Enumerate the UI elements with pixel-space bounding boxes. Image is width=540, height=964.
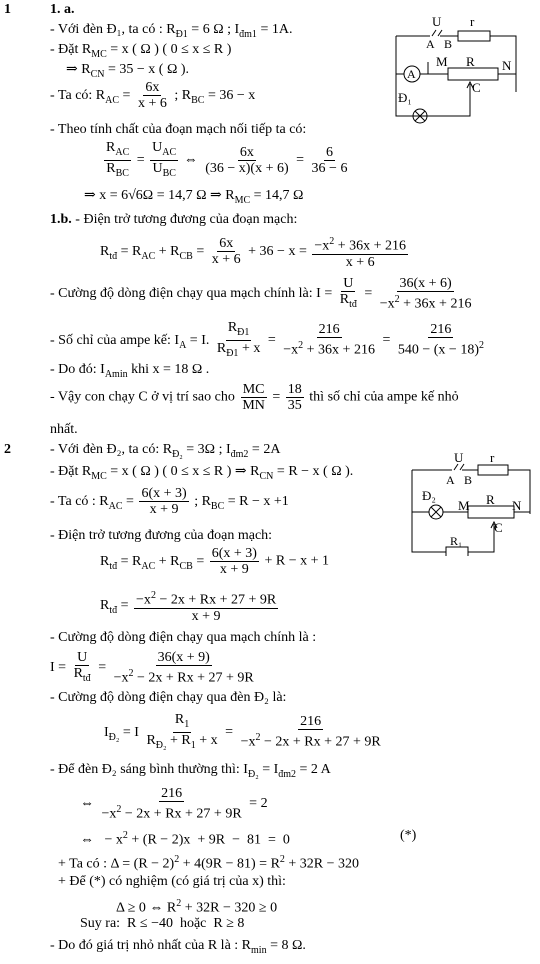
p2-line12: ⇔ $\frac{216}{-x^2 - 2x + Rx + 27 + 9R}$ = 2 — [80, 786, 268, 822]
circuit-diagram-1 — [388, 12, 528, 128]
c2-R-label: R — [486, 492, 495, 507]
p2-line4: - Điện trở tương đương của đoạn mạch: — [50, 528, 273, 543]
p2-line9: - Cường độ dòng điện chạy qua đèn Đ₂ là: — [50, 690, 287, 705]
p2-line6: $R_{tđ}$ = $\frac{-x^2 - 2x + Rx + 27 + 9R}{x + 9}$ — [100, 590, 277, 624]
c1-ammeter-label: A — [407, 67, 416, 81]
p2-line8: I = $\frac{U}{R_{tđ}}$ = $\frac{36(x + 9)}{-x^2 - 2x + Rx + 27 + 9R}$ — [50, 650, 254, 686]
c2-U-label: U — [454, 450, 464, 465]
p2-line2: - Đặt $R_{MC} = x$ ( Ω ) ( 0 ≤ x ≤ R ) ⇒ $R_{CN} = R - x$ ( Ω ). — [50, 464, 354, 482]
problem-1-number: 1 — [4, 2, 11, 17]
c1-A-label: A — [426, 37, 435, 51]
c2-A-label: A — [446, 473, 455, 487]
p2-line14: + Ta có : $\Delta = (R - 2)^2 + 4(9R - 81) = R^2 + 32R - 320$ — [58, 854, 360, 872]
c1-r-label: r — [470, 14, 475, 29]
p1-equiv-resistance: $R_{tđ} = R_{AC} + R_{CB}$ = $\frac{6x}{x + 6}$ + 36 − x = $\frac{-x^2 + 36x + 216}{x + 6}$ — [100, 236, 407, 270]
c1-M-label: M — [436, 54, 448, 69]
p2-line13-tag: (*) — [400, 828, 417, 843]
p2-line13: ⇔ − $x^2 + (R - 2)x + 9R - 81 = 0$ — [80, 830, 290, 848]
c1-R-label: R — [466, 54, 475, 69]
c2-R1-label: R₁ — [450, 534, 463, 548]
p1-line4: - Ta có: $R_{AC}$ = $\frac{6x}{x + 6}$ ; $R_{BC} = 36 - x$ — [50, 80, 256, 111]
p2-line11: - Để đèn Đ₂ sáng bình thường thì: $I_{Đ_2} = I_{đm2} = 2$ A — [50, 762, 331, 780]
p1-line5: - Theo tính chất của đoạn mạch nối tiếp ta có: — [50, 122, 307, 137]
part-1a-label: 1. a. — [50, 2, 75, 17]
c1-C-label: C — [472, 80, 481, 95]
p1-line3: ⇒ $R_{CN} = 35 - x$ ( Ω ). — [66, 62, 190, 80]
circuit-diagram-2 — [408, 450, 536, 556]
c2-M-label: M — [458, 498, 470, 513]
p1-ammeter-reading: - Số chỉ của ampe kế: $I_A = I$. $\frac{R_{Đ1}}{R_{Đ1} + x}$ = $\frac{216}{-x^2 + 36x + 216}$ = $\frac{216}{540 - (x - 18)^2}$ — [50, 320, 484, 359]
c2-lamp-label: Đ₂ — [422, 488, 436, 503]
c1-B-label: B — [444, 37, 453, 51]
c2-B-label: B — [464, 473, 473, 487]
p1-line2: - Đặt $R_{MC} = x$ ( Ω ) ( 0 ≤ x ≤ R ) — [50, 42, 232, 60]
p1-line14: nhất. — [50, 422, 78, 437]
problem-2-number: 2 — [4, 442, 11, 457]
p2-line5: $R_{tđ} = R_{AC} + R_{CB}$ = $\frac{6(x + 3)}{x + 9}$ + R − x + 1 — [100, 546, 330, 577]
c1-lamp-label: Đ₁ — [398, 90, 412, 105]
p2-line15: + Để (*) có nghiệm (có giá trị của x) thì: — [58, 874, 286, 889]
p1-line12: - Do đó: $I_{Amin}$ khi x = 18 Ω . — [50, 362, 210, 380]
p2-line1: - Với đèn Đ₂, ta có: $R_{Đ_2} = 3\Omega$ ; $I_{đm2} = 2A$ — [50, 442, 281, 460]
c2-N-label: N — [512, 498, 522, 513]
p1-line7: ⇒ x = 6√6Ω = 14,7 Ω ⇒ $R_{MC} = 14,7$ Ω — [84, 188, 304, 206]
p1-line1: - Với đèn Đ₁, ta có : $R_{Đ1} = 6$ Ω ; $I_{đm1} = 1A$. — [50, 22, 293, 40]
p2-line18: - Do đó giá trị nhỏ nhất của R là : $R_{min} = 8$ Ω. — [50, 938, 306, 956]
c2-C-label: C — [494, 520, 503, 535]
p2-line7: - Cường độ dòng điện chạy qua mạch chính là : — [50, 630, 317, 645]
p2-line10: $I_{Đ_2} = I$ $\frac{R_1}{R_{Đ_2} + R_1 + x}$ = $\frac{216}{-x^2 - 2x + Rx + 27 + 9R}$ — [104, 712, 381, 751]
c1-N-label: N — [502, 58, 512, 73]
p1-main-current: - Cường độ dòng điện chạy qua mạch chính là: I = $\frac{U}{R_{tđ}}$ = $\frac{36(x + 6)}{-x^2 + 36x + 216}$ — [50, 276, 472, 312]
p1-part-b: 1.b. - Điện trở tương đương của đoạn mạch: — [50, 212, 298, 227]
p2-line3: - Ta có : $R_{AC}$ = $\frac{6(x + 3)}{x + 9}$ ; $R_{BC} = R - x +1$ — [50, 486, 289, 517]
p2-line16: Δ ≥ 0 ⇔ $R^2 + 32R - 320 \ge 0$ — [116, 898, 278, 916]
p2-line17: Suy ra: R ≤ −40 hoặc R ≥ 8 — [80, 916, 245, 931]
p1-line13: - Vậy con chạy C ở vị trí sao cho $\frac{MC}{MN}$ = $\frac{18}{35}$ thì số chỉ của ampe kế nhỏ — [50, 382, 459, 413]
c2-r-label: r — [490, 450, 495, 465]
c1-U-label: U — [432, 14, 442, 29]
p1-ratio-equation: $\frac{R_{AC}}{R_{BC}}$ = $\frac{U_{AC}}{U_{BC}}$ ⇔ $\frac{6x}{(36 - x)(x + 6)}$ = $\frac{6}{36 - 6}$ — [106, 140, 348, 179]
